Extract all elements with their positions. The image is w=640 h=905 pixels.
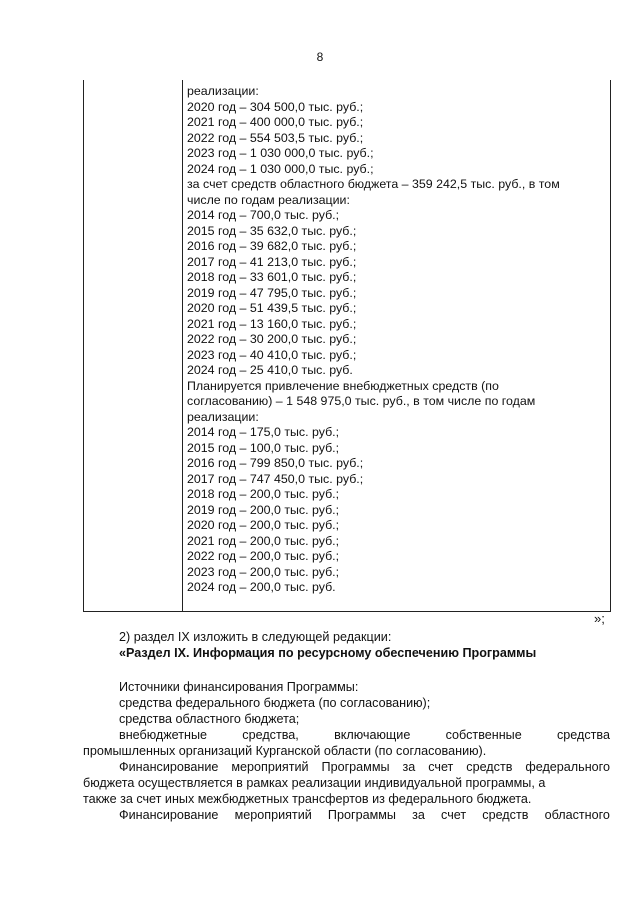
cell-line: 2022 год – 554 503,5 тыс. руб.;: [187, 130, 364, 145]
cell-line: 2018 год – 200,0 тыс. руб.;: [187, 487, 340, 501]
word: средства: [556, 728, 610, 742]
federal-financing-para-line2: бюджета осуществляется в рамках реализации индивидуальной программы, а: [83, 776, 546, 790]
cell-line: 2021 год – 200,0 тыс. руб.;: [187, 533, 340, 548]
cell-line: 2021 год – 13 160,0 тыс. руб.;: [187, 316, 357, 331]
cell-line: 2019 год – 200,0 тыс. руб.;: [187, 502, 340, 517]
cell-line: 2024 год – 25 410,0 тыс. руб.: [187, 363, 353, 377]
cell-line: согласованию) – 1 548 975,0 тыс. руб., в том числе по годам: [187, 394, 536, 408]
cell-line: 2014 год – 175,0 тыс. руб.;: [187, 425, 340, 439]
cell-line: 2020 год – 304 500,0 тыс. руб.;: [187, 99, 364, 114]
word: Программы: [321, 760, 390, 774]
source-offbudget-line1: [83, 727, 610, 743]
source-federal: средства федерального бюджета (по согласованию);: [119, 696, 431, 710]
word: счет: [441, 808, 467, 822]
table-column-divider: [182, 80, 183, 611]
cell-line: числе по годам реализации:: [187, 192, 350, 207]
word: Финансирование: [119, 808, 219, 822]
amendment-item: 2) раздел IX изложить в следующей редакции:: [119, 630, 392, 644]
cell-line: 2024 год – 200,0 тыс. руб.: [187, 580, 336, 594]
word: за: [402, 760, 416, 774]
word: за: [412, 808, 425, 822]
cell-line: 2017 год – 41 213,0 тыс. руб.;: [187, 254, 357, 269]
cell-line: за счет средств областного бюджета – 359 242,5 тыс. руб., в том: [187, 177, 560, 191]
table-cell-funding-details: [187, 84, 607, 596]
federal-financing-para-line3: также за счет иных межбюджетных трансфертов из федерального бюджета.: [83, 792, 532, 806]
word: областного: [544, 808, 610, 822]
cell-line: 2018 год – 33 601,0 тыс. руб.;: [187, 270, 357, 284]
sources-intro: Источники финансирования Программы:: [119, 680, 359, 694]
page-number: 8: [316, 50, 324, 64]
source-offbudget-line2: промышленных организаций Курганской области (по согласованию).: [83, 744, 487, 758]
word: Финансирование: [119, 760, 219, 774]
cell-line: 2020 год – 51 439,5 тыс. руб.;: [187, 301, 357, 315]
word: средств: [482, 808, 529, 822]
cell-line: 2020 год – 200,0 тыс. руб.;: [187, 518, 340, 532]
cell-line: 2023 год – 40 410,0 тыс. руб.;: [187, 347, 357, 362]
cell-line: 2016 год – 39 682,0 тыс. руб.;: [187, 239, 357, 253]
cell-line: 2015 год – 35 632,0 тыс. руб.;: [187, 223, 357, 238]
word: включающие: [334, 728, 411, 742]
cell-line: Планируется привлечение внебюджетных средств (по: [187, 378, 499, 393]
word: средства,: [242, 728, 299, 742]
word: мероприятий: [231, 760, 309, 774]
word: Программы: [327, 808, 396, 822]
cell-line: 2022 год – 200,0 тыс. руб.;: [187, 549, 340, 563]
word: мероприятий: [234, 808, 312, 822]
cell-line: 2024 год – 1 030 000,0 тыс. руб.;: [187, 161, 374, 176]
cell-line: 2023 год – 200,0 тыс. руб.;: [187, 564, 340, 579]
word: внебюджетные: [119, 728, 208, 742]
federal-financing-para-line1: [83, 759, 610, 775]
regional-financing-para-line1: [83, 807, 610, 823]
cell-line: 2022 год – 30 200,0 тыс. руб.;: [187, 332, 357, 346]
word: собственные: [445, 728, 522, 742]
cell-line: 2014 год – 700,0 тыс. руб.;: [187, 208, 340, 222]
closing-quote: »;: [594, 611, 605, 626]
cell-line: реализации:: [187, 84, 259, 98]
section-heading: «Раздел IX. Информация по ресурсному обеспечению Программы: [119, 646, 537, 660]
word: федерального: [525, 760, 610, 774]
cell-line: 2023 год – 1 030 000,0 тыс. руб.;: [187, 146, 374, 160]
cell-line: 2017 год – 747 450,0 тыс. руб.;: [187, 471, 364, 486]
word: счет: [428, 760, 454, 774]
word: средств: [466, 760, 513, 774]
cell-line: 2021 год – 400 000,0 тыс. руб.;: [187, 115, 364, 129]
source-regional: средства областного бюджета;: [119, 712, 300, 726]
cell-line: 2019 год – 47 795,0 тыс. руб.;: [187, 285, 357, 300]
cell-line: 2016 год – 799 850,0 тыс. руб.;: [187, 456, 364, 470]
cell-line: 2015 год – 100,0 тыс. руб.;: [187, 440, 340, 455]
cell-line: реализации:: [187, 409, 259, 424]
document-body: [83, 629, 610, 823]
